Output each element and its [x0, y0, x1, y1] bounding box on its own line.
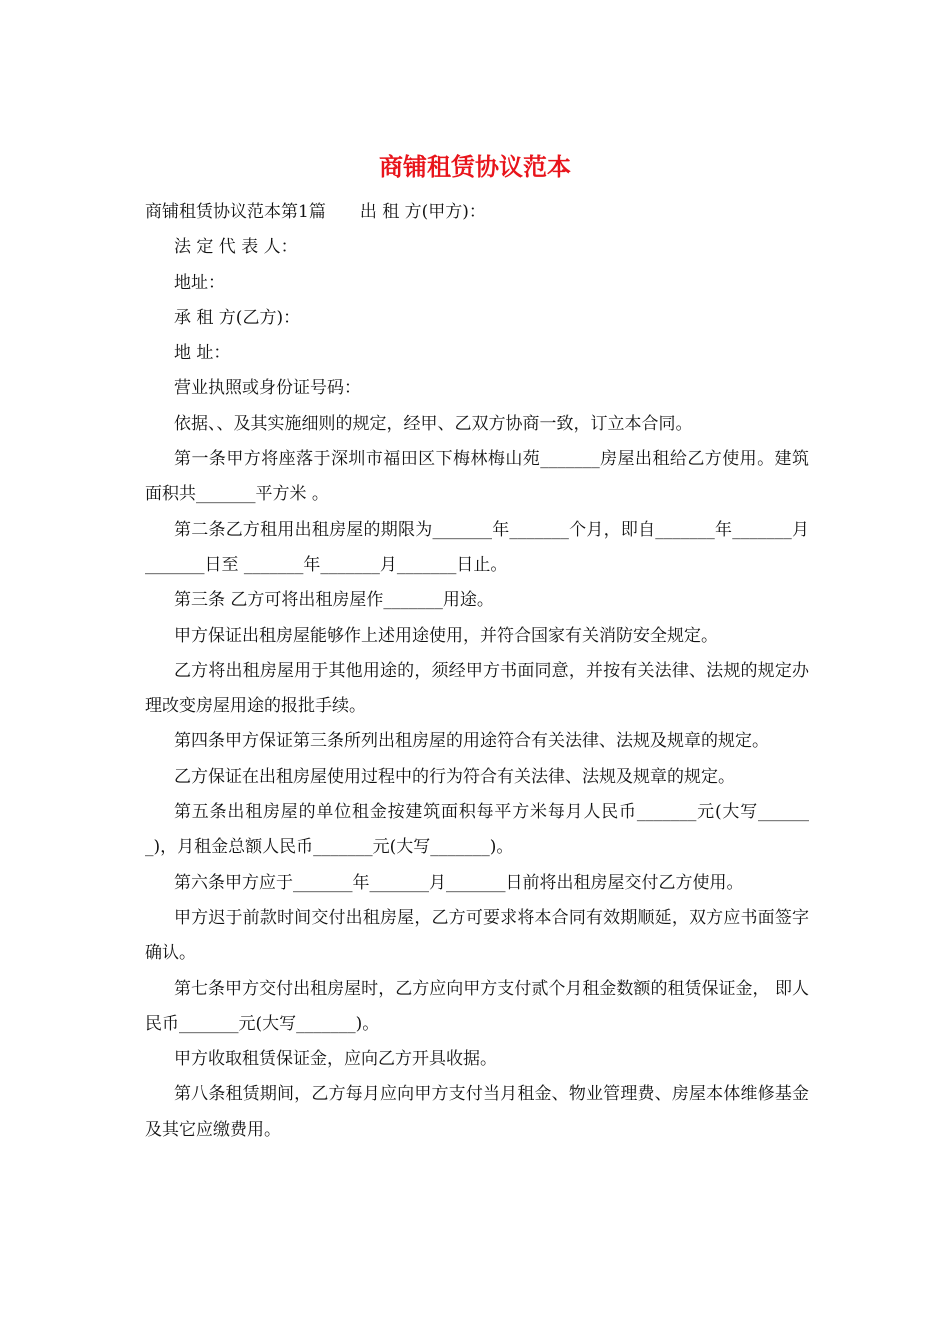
document-body [145, 195, 809, 1148]
paragraph-article-2: 第二条乙方租用出租房屋的期限为_______年_______个月，即自_______年_______月_______日至 _______年_______月_______日止。 [145, 519, 809, 575]
paragraph-heading-line: 商铺租赁协议范本第1篇 出 租 方(甲方)： [145, 202, 486, 222]
paragraph-article-4: 第四条甲方保证第三条所列出租房屋的用途符合有关法律、法规及规章的规定。 [174, 731, 769, 752]
paragraph-article-6: 第六条甲方应于_______年_______月_______日前将出租房屋交付乙方使用。 [174, 872, 744, 893]
paragraph-article-1: 第一条甲方将座落于深圳市福田区下梅林梅山苑_______房屋出租给乙方使用。建筑面积共_______平方米 。 [145, 449, 809, 505]
paragraph-article-4-lessee: 乙方保证在出租房屋使用过程中的行为符合有关法律、法规及规章的规定。 [174, 766, 735, 787]
paragraph-article-3-guarantee: 甲方保证出租房屋能够作上述用途使用，并符合国家有关消防安全规定。 [174, 625, 718, 646]
paragraph-article-5: 第五条出租房屋的单位租金按建筑面积每平方米每月人民币_______元(大写_______)，月租金总额人民币_______元(大写_______)。 [145, 802, 809, 858]
paragraph-article-6-delay: 甲方迟于前款时间交付出租房屋，乙方可要求将本合同有效期顺延，双方应书面签字确认。 [145, 907, 809, 964]
paragraph-basis: 依据、、及其实施细则的规定，经甲、乙双方协商一致，订立本合同。 [174, 413, 693, 434]
paragraph-article-8: 第八条租赁期间，乙方每月应向甲方支付当月租金、物业管理费、房屋本体维修基金及其它应缴费用。 [145, 1084, 809, 1140]
paragraph-article-3-other-use: 乙方将出租房屋用于其他用途的，须经甲方书面同意，并按有关法律、法规的规定办理改变房屋用途的报批手续。 [145, 660, 809, 717]
paragraph-lessee-address: 地 址： [174, 343, 231, 364]
paragraph-legal-representative: 法 定 代 表 人： [174, 237, 298, 258]
paragraph-license-id: 营业执照或身份证号码： [174, 378, 361, 399]
paragraph-article-7: 第七条甲方交付出租房屋时，乙方应向甲方支付贰个月租金数额的租赁保证金， 即人民币_______元(大写_______)。 [145, 978, 809, 1034]
paragraph-article-7-receipt: 甲方收取租赁保证金，应向乙方开具收据。 [174, 1049, 497, 1070]
paragraph-lessor-address: 地址： [174, 272, 225, 293]
document-title: 商铺租赁协议范本 [379, 152, 571, 181]
paragraph-article-3: 第三条 乙方可将出租房屋作_______用途。 [174, 590, 494, 611]
paragraph-lessee: 承 租 方(乙方)： [174, 307, 301, 328]
